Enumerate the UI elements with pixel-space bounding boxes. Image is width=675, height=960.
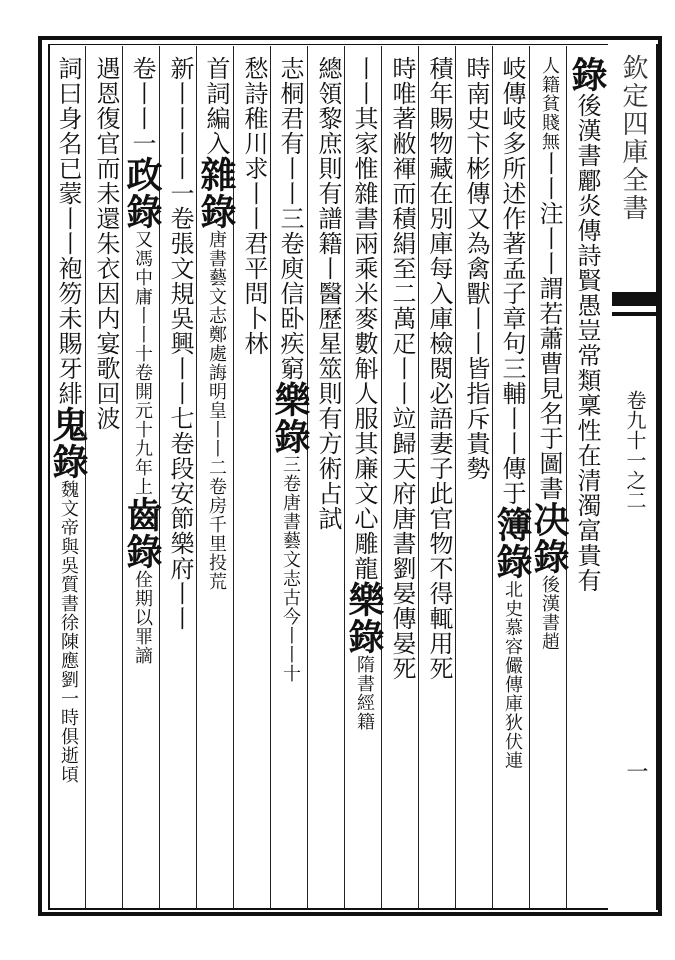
text-column: [269, 56, 311, 906]
text-column: [491, 56, 533, 906]
text-column: [47, 56, 89, 906]
text-column: [343, 56, 385, 906]
column-rule: [566, 46, 567, 908]
annotation-text: 人籍貧賤無: [539, 56, 560, 151]
text-column: [422, 56, 455, 906]
annotation-text: 隋書經籍: [354, 655, 375, 731]
entry-heading: 政錄: [121, 156, 163, 230]
column-text: 新丨丨丨丨一卷張文規吳興丨丨七卷段安節樂府丨丨: [166, 56, 194, 631]
annotation-text: 魏文帝與吳質書徐陳應劉一時俱逝頃: [58, 480, 79, 784]
text-column: [311, 56, 344, 906]
entry-heading: 齒錄: [121, 496, 163, 570]
volume-label: 卷九十一之二: [623, 390, 647, 510]
column-text: 卷丨丨一: [128, 56, 156, 156]
column-text: 首詞編入: [202, 56, 230, 156]
text-column: [459, 56, 492, 906]
column-text: 岐傳岐多所述作著孟子章句三輔丨丨傳于: [498, 56, 526, 506]
annotation-text: 後漢書趙: [539, 575, 560, 651]
entry-heading: 樂錄: [343, 581, 385, 655]
entry-heading: 樂錄: [269, 381, 311, 455]
annotation-text: 北史慕容儼傳庫狄伏連: [502, 580, 523, 770]
spine-rule: [612, 312, 656, 316]
column-rule: [455, 46, 456, 908]
column-text: 詞曰身名已蒙丨丨袍笏未賜牙緋: [54, 56, 82, 406]
page-number: 一: [623, 760, 648, 782]
entry-heading: 鬼錄: [47, 406, 89, 480]
column-text: 積年賜物藏在別庫每入庫檢閱必語妻子此官物不得輒用死: [425, 56, 453, 681]
text-column: [89, 56, 122, 906]
annotation-text: 佺期以罪謫: [132, 570, 153, 665]
column-text: 時南史卞彬傳又為禽獸丨丨皆指斥貴勢: [462, 56, 490, 481]
column-rule: [381, 46, 382, 908]
column-text: 志桐君有丨丨三卷庾信卧疾窮: [276, 56, 304, 381]
column-rule: [344, 46, 345, 908]
column-rule: [529, 46, 530, 908]
column-text: 後漢書酈炎傳詩賢愚豈常類稟性在清濁富貴有: [573, 93, 601, 593]
annotation-text: 三卷唐書藝文志古今丨丨十: [280, 455, 301, 683]
text-column: [528, 56, 570, 906]
text-column: [237, 56, 270, 906]
column-rule: [307, 46, 308, 908]
entry-heading: 决錄: [528, 501, 570, 575]
column-text: 遇恩復官而未還朱衣因内宴歌回波: [92, 56, 120, 431]
book-title: 欽定四庫全書: [618, 54, 648, 222]
entry-heading: 錄: [566, 56, 608, 93]
entry-heading: 雜錄: [195, 156, 237, 230]
annotation-text: 唐書藝文志鄭處誨明皇丨丨二卷房千里投荒: [206, 230, 227, 591]
column-rule: [418, 46, 419, 908]
text-column: [566, 56, 608, 906]
column-rule: [492, 46, 493, 908]
text-column: [121, 56, 163, 906]
annotation-text: 又馮中庸丨丨十卷開元十九年上: [132, 230, 153, 496]
text-column: [163, 56, 196, 906]
text-column: [385, 56, 418, 906]
entry-heading: 簿錄: [491, 506, 533, 580]
column-text: 時唯著敝褌而積絹至二萬疋丨丨竝歸天府唐書劉晏傳晏死: [388, 56, 416, 681]
spine-fishtail-mark: [612, 292, 656, 306]
column-text: 丨丨其家惟雜書兩乘米麥數斛人服其廉文心雕龍: [350, 56, 378, 581]
column-text: 丨丨注丨丨謂若蕭曹見名于圖書: [535, 151, 563, 501]
column-rule: [270, 46, 271, 908]
column-text: 總領黎庶則有譜籍丨醫歷星筮則有方術占試: [314, 56, 342, 531]
text-column: [195, 56, 237, 906]
column-text: 愁詩稚川求丨丨君平問卜林: [240, 56, 268, 356]
